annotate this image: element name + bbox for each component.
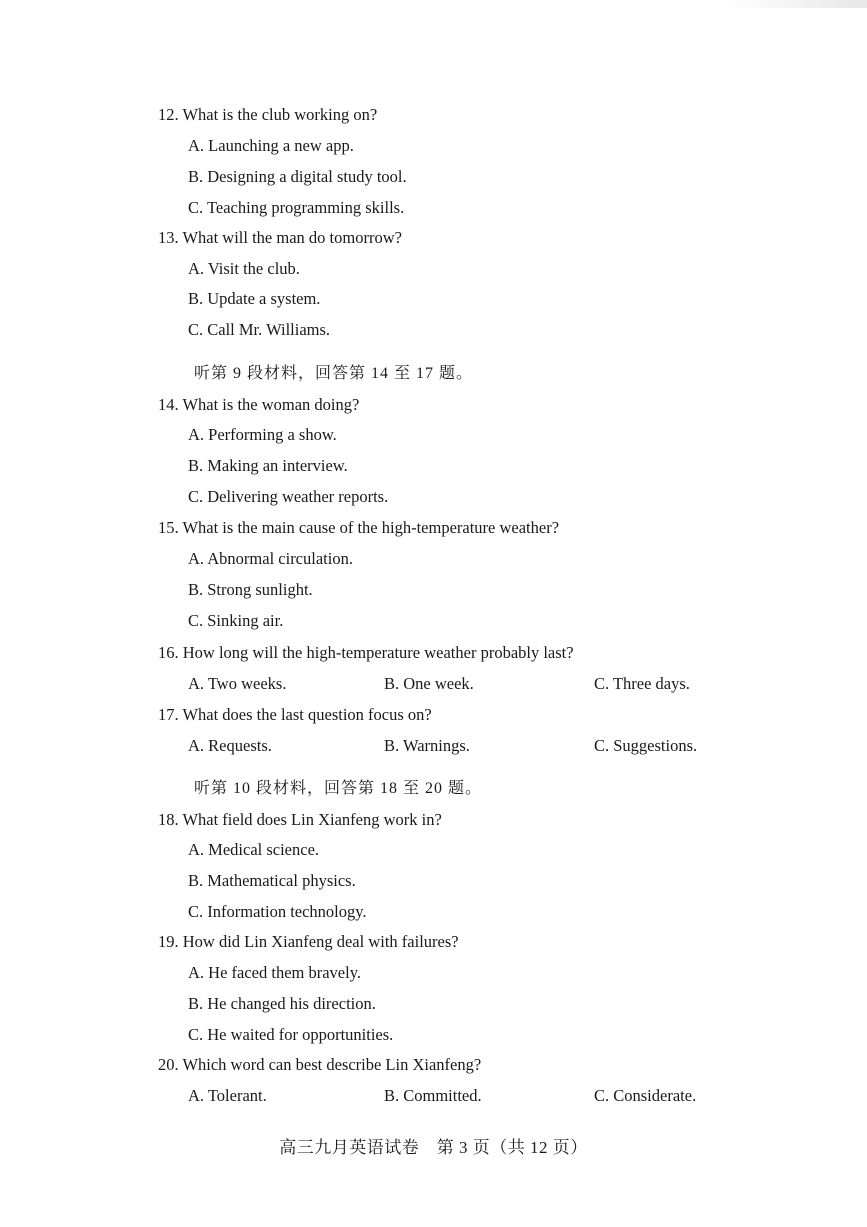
option-16a: A. Two weeks. (188, 674, 287, 693)
question-13: 13. What will the man do tomorrow? (158, 228, 402, 247)
option-14a: A. Performing a show. (188, 425, 337, 444)
option-14b: B. Making an interview. (188, 456, 348, 475)
option-17a: A. Requests. (188, 736, 272, 755)
option-14c: C. Delivering weather reports. (188, 487, 389, 506)
question-18: 18. What field does Lin Xianfeng work in? (158, 810, 442, 829)
option-13c: C. Call Mr. Williams. (188, 320, 331, 339)
option-19c: C. He waited for opportunities. (188, 1025, 394, 1044)
option-18c: C. Information technology. (188, 902, 367, 921)
option-18b: B. Mathematical physics. (188, 871, 356, 890)
question-20: 20. Which word can best describe Lin Xianfeng? (158, 1055, 482, 1074)
option-20a: A. Tolerant. (188, 1086, 267, 1105)
question-12: 12. What is the club working on? (158, 105, 378, 124)
option-19a: A. He faced them bravely. (188, 963, 362, 982)
option-20b: B. Committed. (384, 1086, 482, 1105)
option-16b: B. One week. (384, 674, 474, 693)
page-footer: 高三九月英语试卷 第 3 页（共 12 页） (279, 1138, 588, 1157)
option-17c: C. Suggestions. (594, 736, 698, 755)
option-12c: C. Teaching programming skills. (188, 198, 405, 217)
section-instruction-9: 听第 9 段材料，回答第 14 至 17 题。 (194, 365, 474, 382)
question-19: 19. How did Lin Xianfeng deal with failures? (158, 932, 459, 951)
question-15: 15. What is the main cause of the high-temperature weather? (158, 518, 560, 537)
option-19b: B. He changed his direction. (188, 994, 376, 1013)
option-15a: A. Abnormal circulation. (188, 549, 353, 568)
scan-edge-shadow (727, 0, 867, 8)
option-16c: C. Three days. (594, 674, 690, 693)
option-13b: B. Update a system. (188, 289, 321, 308)
question-16: 16. How long will the high-temperature weather probably last? (158, 643, 574, 662)
option-18a: A. Medical science. (188, 840, 320, 859)
section-instruction-10: 听第 10 段材料，回答第 18 至 20 题。 (194, 780, 483, 797)
option-12a: A. Launching a new app. (188, 136, 354, 155)
option-15b: B. Strong sunlight. (188, 580, 313, 599)
option-17b: B. Warnings. (384, 736, 470, 755)
option-20c: C. Considerate. (594, 1086, 697, 1105)
question-17: 17. What does the last question focus on? (158, 705, 432, 724)
option-12b: B. Designing a digital study tool. (188, 167, 407, 186)
question-14: 14. What is the woman doing? (158, 395, 360, 414)
option-15c: C. Sinking air. (188, 611, 284, 630)
option-13a: A. Visit the club. (188, 259, 300, 278)
